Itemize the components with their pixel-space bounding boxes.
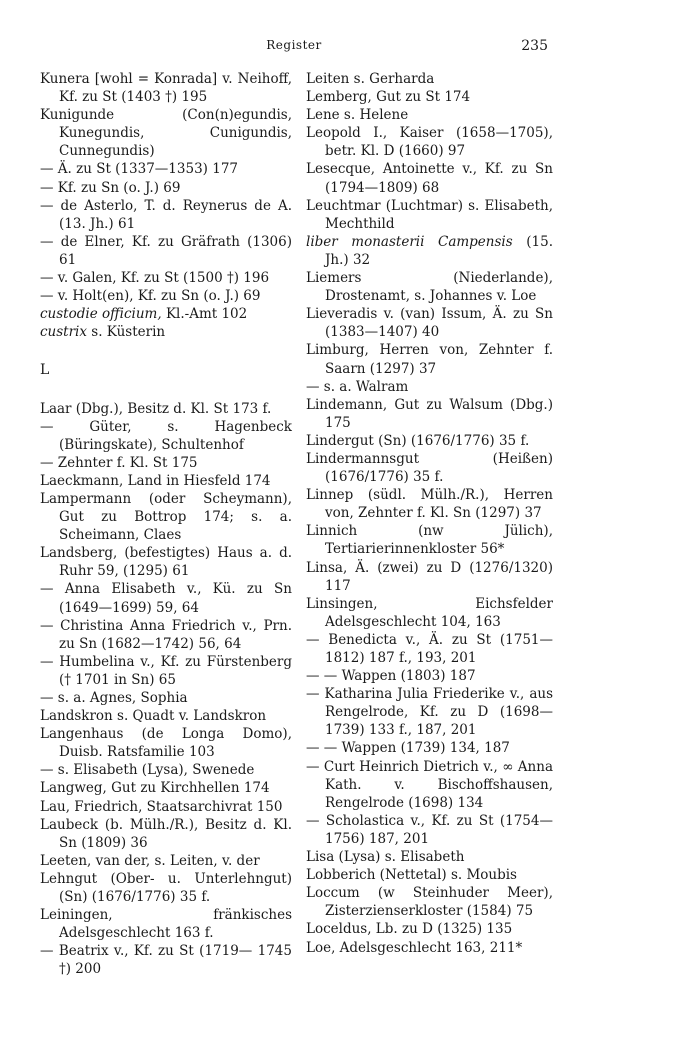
index-entry xyxy=(306,631,553,667)
index-entry xyxy=(40,653,292,689)
entry-text: Linnich (nw Jülich), Tertiarierinnenkloster 56* xyxy=(306,523,553,558)
index-entry xyxy=(40,269,292,287)
index-entry xyxy=(40,942,292,978)
entry-text: Lampermann (oder Scheymann), Gut zu Bottrop 174; s. a. Scheimann, Claes xyxy=(40,490,292,544)
entry-text: Liemers (Niederlande), Drostenamt, s. Johannes v. Loe xyxy=(306,270,553,305)
entry-text: — v. Galen, Kf. zu St (1500 †) 196 xyxy=(40,270,270,287)
entry-text: Lene s. Helene xyxy=(306,107,409,124)
index-entry xyxy=(306,739,553,757)
entry-text: Laeckmann, Land in Hiesfeld 174 xyxy=(40,472,271,489)
entry-text: Landsberg, (befestigtes) Haus a. d. Ruhr 59, (1295) 61 xyxy=(40,545,292,580)
running-head: Register xyxy=(266,38,322,52)
index-entry xyxy=(40,689,292,707)
index-entries-k xyxy=(40,70,292,341)
entry-text: Leiten s. Gerharda xyxy=(306,71,435,87)
index-entry xyxy=(306,522,553,558)
entry-italic-term: liber monasterii Campensis xyxy=(306,233,513,250)
index-entry xyxy=(306,866,553,884)
entry-text: s. Küsterin xyxy=(87,324,166,341)
index-entry xyxy=(306,432,553,450)
entry-text: — s. a. Walram xyxy=(306,378,409,395)
entry-text: — Christina Anna Friedrich v., Prn. zu Sn (1682—1742) 56, 64 xyxy=(40,617,292,652)
index-entry xyxy=(306,758,553,812)
entry-text: — v. Holt(en), Kf. zu Sn (o. J.) 69 xyxy=(40,288,261,305)
entry-italic-term: custodie officium, xyxy=(40,306,162,323)
index-entry xyxy=(40,197,292,233)
index-entry xyxy=(306,269,553,305)
entry-text: Loceldus, Lb. zu D (1325) 135 xyxy=(306,921,513,938)
entry-text: — — Wappen (1803) 187 xyxy=(306,668,476,685)
entry-text: Linnep (südl. Mülh./R.), Herren von, Zehnter f. Kl. Sn (1297) 37 xyxy=(306,487,553,522)
entry-text: — de Asterlo, T. d. Reynerus de A. (13. Jh.) 61 xyxy=(40,197,292,232)
index-entry xyxy=(306,197,553,233)
entry-text: (15. Jh.) 32 xyxy=(325,233,553,268)
entry-text: Langenhaus (de Longa Domo), Duisb. Ratsfamilie 103 xyxy=(40,726,292,761)
index-entry xyxy=(40,472,292,490)
entry-text: — s. Elisabeth (Lysa), Swenede xyxy=(40,762,255,779)
index-entry xyxy=(40,725,292,761)
entry-text: — Zehnter f. Kl. St 175 xyxy=(40,454,198,471)
index-entry xyxy=(306,939,553,957)
entry-italic-term: custrix xyxy=(40,324,87,341)
index-entry xyxy=(40,490,292,544)
index-entry xyxy=(306,233,553,269)
entry-text: Limburg, Herren von, Zehnter f. Saarn (1297) 37 xyxy=(306,342,553,377)
index-entry xyxy=(40,323,292,341)
index-entry xyxy=(306,920,553,938)
entry-text: — Anna Elisabeth v., Kü. zu Sn (1649—1699) 59, 64 xyxy=(40,581,292,616)
entry-text: — Kf. zu Sn (o. J.) 69 xyxy=(40,179,181,196)
entry-text: — Benedicta v., Ä. zu St (1751— 1812) 187 f., 193, 201 xyxy=(306,631,553,666)
entry-text: — Katharina Julia Friederike v., aus Rengelrode, Kf. zu D (1698— 1739) 133 f., 187, 201 xyxy=(306,686,553,739)
entry-text: — s. a. Agnes, Sophia xyxy=(40,690,188,706)
entry-text: Leiningen, fränkisches Adelsgeschlecht 163 f. xyxy=(40,907,292,942)
index-entry xyxy=(40,106,292,160)
entry-text: Lindermannsgut (Heißen) (1676/1776) 35 f. xyxy=(306,450,553,486)
index-entry xyxy=(306,378,553,396)
entry-text: — Beatrix v., Kf. zu St (1719— 1745 †) 200 xyxy=(40,943,292,978)
entry-text: Kunera [wohl = Konrada] v. Neihoff, Kf. zu St (1403 †) 195 xyxy=(40,71,292,106)
index-entry xyxy=(306,685,553,739)
index-entry xyxy=(40,798,292,816)
entry-text: Kunigunde (Con(n)egundis, Kunegundis, Cunigundis, Cunnegundis) xyxy=(40,107,292,160)
index-entry xyxy=(306,341,553,377)
entry-text: Lindemann, Gut zu Walsum (Dbg.) 175 xyxy=(306,396,553,431)
index-column-right xyxy=(306,70,553,957)
entry-text: Linsa, Ä. (zwei) zu D (1276/1320) 117 xyxy=(306,559,553,594)
index-entry xyxy=(306,667,553,685)
entry-text: Lisa (Lysa) s. Elisabeth xyxy=(306,849,465,866)
index-entry xyxy=(40,852,292,870)
index-entry xyxy=(40,816,292,852)
index-entry xyxy=(40,160,292,178)
index-entry xyxy=(40,418,292,454)
index-entry xyxy=(40,779,292,797)
entry-text: Langweg, Gut zu Kirchhellen 174 xyxy=(40,780,270,797)
entry-text: — Ä. zu St (1337—1353) 177 xyxy=(40,161,238,178)
index-entry xyxy=(306,88,553,106)
page-number: 235 xyxy=(521,38,548,54)
index-entry xyxy=(40,906,292,942)
index-entry xyxy=(306,160,553,196)
index-entry xyxy=(40,707,292,725)
entry-text: Leopold I., Kaiser (1658—1705), betr. Kl. D (1660) 97 xyxy=(306,125,553,160)
entry-text: Laar (Dbg.), Besitz d. Kl. St 173 f. xyxy=(40,400,272,417)
entry-text: — Humbelina v., Kf. zu Fürstenberg († 1701 in Sn) 65 xyxy=(40,653,292,688)
index-entry xyxy=(306,106,553,124)
entry-text: Leeten, van der, s. Leiten, v. der xyxy=(40,852,260,869)
entry-text: Landskron s. Quadt v. Landskron xyxy=(40,708,267,725)
index-entry xyxy=(40,305,292,323)
section-letter: L xyxy=(40,362,50,379)
index-entry xyxy=(40,70,292,106)
index-entry xyxy=(40,544,292,580)
index-entry xyxy=(306,450,553,486)
index-entry xyxy=(40,287,292,305)
index-entry xyxy=(306,884,553,920)
entry-text: — Curt Heinrich Dietrich v., ∞ Anna Kath. v. Bischoffshausen, Rengelrode (1698) 134 xyxy=(306,758,553,811)
index-entry xyxy=(40,580,292,616)
entry-text: — de Elner, Kf. zu Gräfrath (1306) 61 xyxy=(40,233,292,268)
index-entry xyxy=(306,70,553,88)
index-entry xyxy=(306,559,553,595)
entry-text: Lindergut (Sn) (1676/1776) 35 f. xyxy=(306,432,530,449)
index-column-left xyxy=(40,70,292,979)
entry-text: Kl.-Amt 102 xyxy=(161,306,248,323)
page-header xyxy=(40,38,548,56)
entry-text: Loccum (w Steinhuder Meer), Zisterzienserkloster (1584) 75 xyxy=(306,885,553,920)
entry-text: Lesecque, Antoinette v., Kf. zu Sn (1794—1809) 68 xyxy=(306,161,553,196)
index-entry xyxy=(40,761,292,779)
entry-text: Lehngut (Ober- u. Unterlehngut) (Sn) (1676/1776) 35 f. xyxy=(40,870,292,906)
entry-text: Leuchtmar (Luchtmar) s. Elisabeth, Mechthild xyxy=(306,197,553,232)
index-entry xyxy=(306,305,553,341)
entry-text: Lobberich (Nettetal) s. Moubis xyxy=(306,867,517,884)
entry-text: Lau, Friedrich, Staatsarchivrat 150 xyxy=(40,798,283,815)
index-entry xyxy=(40,179,292,197)
entry-text: Laubeck (b. Mülh./R.), Besitz d. Kl. Sn (1809) 36 xyxy=(40,816,292,851)
entry-text: — — Wappen (1739) 134, 187 xyxy=(306,740,510,757)
entry-text: — Güter, s. Hagenbeck (Büringskate), Schultenhof xyxy=(40,418,292,453)
index-entry xyxy=(40,233,292,269)
entry-text: Lieveradis v. (van) Issum, Ä. zu Sn (1383—1407) 40 xyxy=(306,306,553,341)
index-entry xyxy=(306,848,553,866)
index-entry xyxy=(40,400,292,418)
index-entry xyxy=(306,812,553,848)
index-entry xyxy=(40,617,292,653)
index-entry xyxy=(306,486,553,522)
entry-text: — Scholastica v., Kf. zu St (1754— 1756) 187, 201 xyxy=(306,812,553,847)
index-entries-l xyxy=(40,400,292,979)
index-entry xyxy=(306,595,553,631)
index-entry xyxy=(40,870,292,906)
index-entry xyxy=(306,396,553,432)
entry-text: Lemberg, Gut zu St 174 xyxy=(306,89,471,106)
index-entry xyxy=(40,454,292,472)
entry-text: Linsingen, Eichsfelder Adelsgeschlecht 104, 163 xyxy=(306,595,553,630)
index-entries-l-continued xyxy=(306,70,553,957)
entry-text: Loe, Adelsgeschlecht 163, 211* xyxy=(306,939,523,956)
index-entry xyxy=(306,124,553,160)
